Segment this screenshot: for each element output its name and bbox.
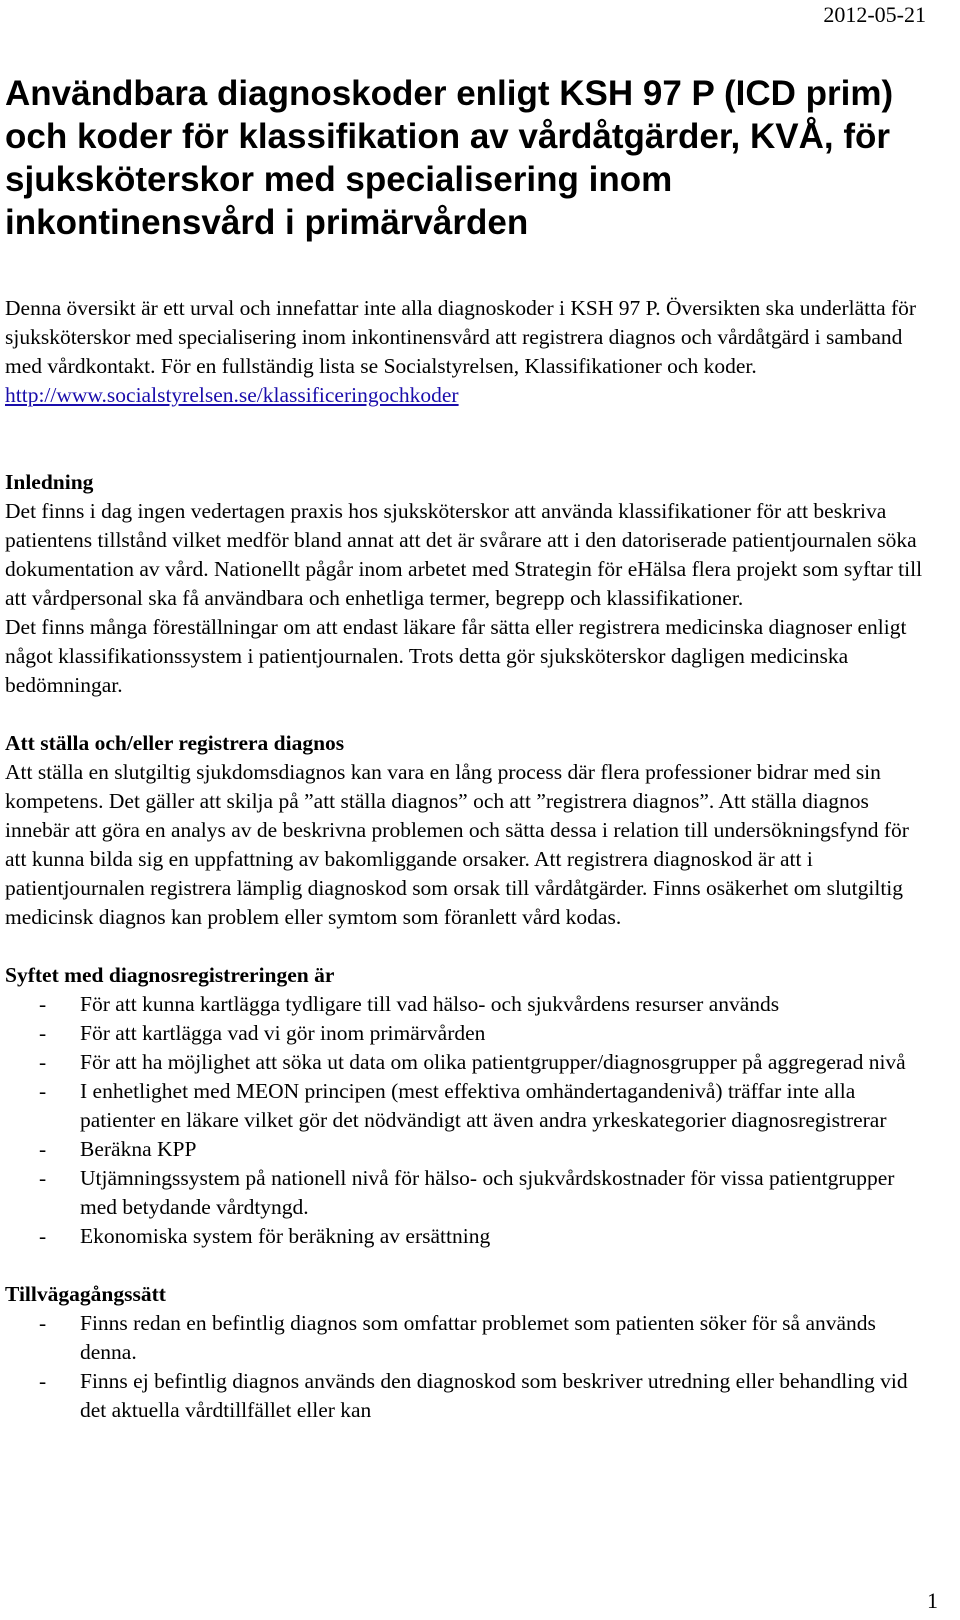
- list-item: [5, 990, 925, 1019]
- heading-tillvagagang: Tillvägagångssätt: [5, 1282, 166, 1306]
- heading-syftet: Syftet med diagnosregistreringen är: [5, 963, 335, 987]
- dash-bullet: -: [39, 1311, 47, 1335]
- list-item-text: Utjämningssystem på nationell nivå för hälso- och sjukvårdskostnader för vissa patientgrupper med betydande vårdtyngd.: [80, 1166, 895, 1219]
- diagnos-paragraph: Att ställa en slutgiltig sjukdomsdiagnos kan vara en lång process där flera professioner bidrar med sin kompetens. Det gäller att skilja på ”att ställa diagnos” och att ”registrera diagnos”. Att ställa diagnos innebär att göra en analys av de beskrivna problemen och sätta dessa i relation till undersökningsfynd för att kunna bilda sig en uppfattning av bakomliggande orsaker. Att registrera diagnoskod är att i patientjournalen registrera lämplig diagnoskod som orsak till vårdåtgärder. Finns osäkerhet om slutgiltig medicinsk diagnos kan problem eller symtom som föranlett vård kodas.: [5, 760, 909, 929]
- heading-diagnos: Att ställa och/eller registrera diagnos: [5, 731, 345, 755]
- dash-bullet: -: [39, 1137, 47, 1161]
- document-date: 2012-05-21: [823, 2, 926, 27]
- list-item: [5, 1019, 925, 1048]
- list-item-text: Finns redan en befintlig diagnos som omfattar problemet som patienten söker för så används denna.: [80, 1311, 876, 1364]
- list-item-text: Finns ej befintlig diagnos används den diagnoskod som beskriver utredning eller behandling vid det aktuella vårdtillfället eller kan: [80, 1369, 908, 1422]
- dash-bullet: -: [39, 1021, 47, 1045]
- dash-bullet: -: [39, 1166, 47, 1190]
- tillvagagang-list: [5, 1309, 925, 1425]
- dash-bullet: -: [39, 992, 47, 1016]
- dash-bullet: -: [39, 1224, 47, 1248]
- page-number: 1: [927, 1588, 938, 1613]
- document-page: [5, 72, 925, 1454]
- list-item-text: För att kunna kartlägga tydligare till vad hälso- och sjukvårdens resurser används: [80, 992, 780, 1016]
- list-item-text: I enhetlighet med MEON principen (mest effektiva omhändertagandenivå) träffar inte alla patienter en läkare vilket gör det nödvändigt att även andra yrkeskategorier diagnosregistrerar: [80, 1079, 887, 1132]
- list-item: [5, 1309, 925, 1367]
- list-item: [5, 1135, 925, 1164]
- list-item-text: För att kartlägga vad vi gör inom primärvården: [80, 1021, 486, 1045]
- list-item: [5, 1077, 925, 1135]
- heading-inledning: Inledning: [5, 470, 94, 494]
- list-item: [5, 1222, 925, 1251]
- inledning-paragraph-2: Det finns många föreställningar om att endast läkare får sätta eller registrera medicinska diagnoser enligt något klassifikationssystem i patientjournalen. Trots detta gör sjuksköterskor dagligen medicinska bedömningar.: [5, 615, 907, 697]
- intro-paragraph: [5, 294, 925, 410]
- syftet-list: [5, 990, 925, 1251]
- list-item: [5, 1367, 925, 1425]
- list-item-text: Beräkna KPP: [80, 1137, 197, 1161]
- list-item: [5, 1164, 925, 1222]
- intro-text: Denna översikt är ett urval och innefattar inte alla diagnoskoder i KSH 97 P. Översikten ska underlätta för sjuksköterskor med specialisering inom inkontinensvård att registrera diagnos och vårdåtgärd i samband med vårdkontakt. För en fullständig lista se Socialstyrelsen, Klassifikationer och koder.: [5, 296, 917, 378]
- list-item-text: För att ha möjlighet att söka ut data om olika patientgrupper/diagnosgrupper på aggregerad nivå: [80, 1050, 906, 1074]
- dash-bullet: -: [39, 1369, 47, 1393]
- list-item-text: Ekonomiska system för beräkning av ersättning: [80, 1224, 491, 1248]
- section-diagnos: [5, 729, 925, 932]
- document-title: Användbara diagnoskoder enligt KSH 97 P (ICD prim) och koder för klassifikation av vårdåtgärder, KVÅ, för sjuksköterskor med specialisering inom inkontinensvård i primärvården: [5, 74, 894, 242]
- socialstyrelsen-link[interactable]: http://www.socialstyrelsen.se/klassificeringochkoder: [5, 383, 459, 407]
- section-syftet: [5, 961, 925, 1251]
- section-tillvagagang: [5, 1280, 925, 1425]
- inledning-paragraph-1: Det finns i dag ingen vedertagen praxis hos sjuksköterskor att använda klassifikationer för att beskriva patientens tillstånd vilket medför bland annat att det är svårare att i den datoriserade patientjournalen söka dokumentation av vård. Nationellt pågår inom arbetet med Strategin för eHälsa flera projekt som syftar till att vårdpersonal ska få användbara och enhetliga termer, begrepp och klassifikationer.: [5, 499, 923, 610]
- section-inledning: [5, 468, 925, 700]
- dash-bullet: -: [39, 1050, 47, 1074]
- list-item: [5, 1048, 925, 1077]
- dash-bullet: -: [39, 1079, 47, 1103]
